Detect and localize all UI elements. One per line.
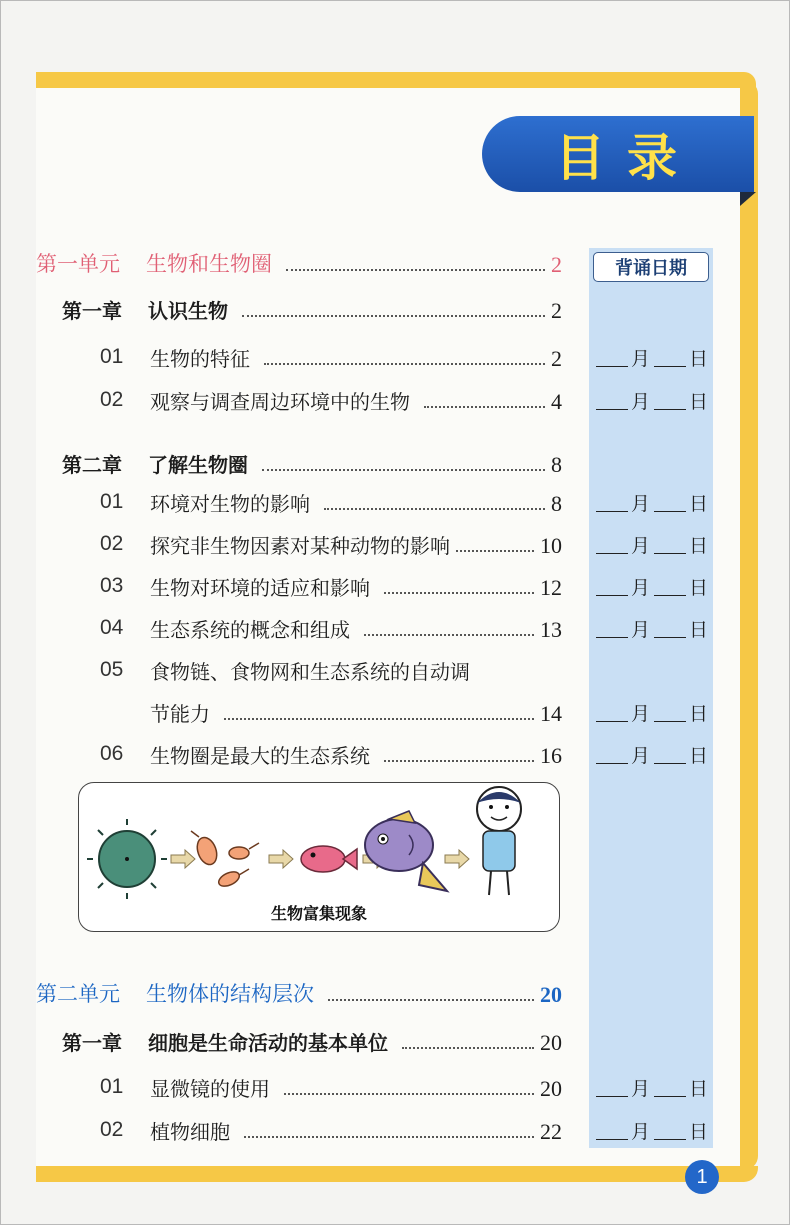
lesson-title: 食物链、食物网和生态系统的自动调 bbox=[150, 660, 470, 684]
leader-dots bbox=[328, 999, 534, 1001]
lesson-number: 02 bbox=[100, 532, 124, 555]
recite-date: 月 日 bbox=[596, 486, 708, 516]
lesson-number: 04 bbox=[100, 616, 124, 639]
recite-date: 月 日 bbox=[596, 612, 708, 642]
toc-lesson[interactable] bbox=[150, 651, 562, 685]
page-ref: 14 bbox=[540, 701, 562, 726]
lesson-number: 02 bbox=[100, 1118, 124, 1141]
toc-chapter-1[interactable] bbox=[62, 290, 562, 324]
lesson-title: 植物细胞 bbox=[150, 1120, 230, 1144]
lesson-title: 观察与调查周边环境中的生物 bbox=[150, 390, 410, 414]
frame-bottom bbox=[36, 1166, 758, 1182]
lesson-number: 03 bbox=[100, 574, 124, 597]
date-column-header: 背诵日期 bbox=[593, 252, 709, 282]
toc-lesson[interactable] bbox=[150, 338, 562, 372]
page-ref: 13 bbox=[540, 617, 562, 642]
title-tab bbox=[482, 116, 754, 192]
illustration-box bbox=[78, 782, 560, 932]
page-ref: 20 bbox=[540, 1030, 562, 1055]
lesson-number: 01 bbox=[100, 1075, 124, 1098]
plankton-icon bbox=[87, 819, 167, 899]
leader-dots bbox=[424, 406, 545, 408]
chapter-label: 第一章 bbox=[62, 1031, 122, 1055]
leader-dots bbox=[224, 718, 534, 720]
big-fish-icon bbox=[365, 811, 447, 891]
toc-unit-1[interactable] bbox=[36, 244, 562, 278]
recite-date: 月 日 bbox=[596, 528, 708, 558]
toc-lesson[interactable] bbox=[150, 735, 562, 769]
page-ref: 20 bbox=[540, 982, 562, 1007]
food-chain-illustration bbox=[79, 783, 559, 901]
leader-dots bbox=[244, 1136, 534, 1138]
leader-dots bbox=[384, 592, 534, 594]
leader-dots bbox=[242, 315, 545, 317]
unit-name: 生物体的结构层次 bbox=[146, 982, 314, 1006]
leader-dots bbox=[264, 363, 545, 365]
page-ref: 4 bbox=[551, 389, 562, 414]
leader-dots bbox=[284, 1093, 534, 1095]
page-ref: 8 bbox=[551, 452, 562, 477]
leader-dots bbox=[364, 634, 534, 636]
leader-dots bbox=[456, 550, 534, 552]
page-ref: 2 bbox=[551, 252, 562, 277]
page-ref: 8 bbox=[551, 491, 562, 516]
toc-chapter-3[interactable] bbox=[62, 1022, 562, 1056]
lesson-number: 01 bbox=[100, 490, 124, 513]
recite-date: 月 日 bbox=[596, 738, 708, 768]
zooplankton-icon bbox=[191, 831, 259, 889]
toc-lesson[interactable] bbox=[150, 609, 562, 643]
leader-dots bbox=[384, 760, 534, 762]
page-ref: 2 bbox=[551, 346, 562, 371]
lesson-title: 探究非生物因素对某种动物的影响 bbox=[150, 534, 450, 558]
toc-lesson[interactable] bbox=[150, 1111, 562, 1145]
lesson-title: 环境对生物的影响 bbox=[150, 492, 310, 516]
unit-label: 第一单元 bbox=[36, 252, 120, 276]
frame-right bbox=[740, 80, 758, 1170]
lesson-title: 生物的特征 bbox=[150, 347, 250, 371]
toc-lesson[interactable] bbox=[150, 381, 562, 415]
recite-date: 月 日 bbox=[596, 384, 708, 414]
toc-lesson[interactable] bbox=[150, 1068, 562, 1102]
recite-date: 月 日 bbox=[596, 696, 708, 726]
toc-lesson[interactable] bbox=[150, 525, 562, 559]
toc-lesson[interactable] bbox=[150, 483, 562, 517]
lesson-number: 02 bbox=[100, 388, 124, 411]
toc-chapter-2[interactable] bbox=[62, 444, 562, 478]
lesson-number: 01 bbox=[100, 345, 124, 368]
page-ref: 20 bbox=[540, 1076, 562, 1101]
recite-date: 月 日 bbox=[596, 1114, 708, 1144]
leader-dots bbox=[324, 508, 545, 510]
small-fish-icon bbox=[301, 846, 357, 872]
lesson-title: 生态系统的概念和组成 bbox=[150, 618, 350, 642]
page-ref: 2 bbox=[551, 298, 562, 323]
chapter-name: 认识生物 bbox=[148, 299, 228, 323]
page-ref: 10 bbox=[540, 533, 562, 558]
leader-dots bbox=[262, 469, 545, 471]
leader-dots bbox=[402, 1047, 534, 1049]
lesson-number: 06 bbox=[100, 742, 124, 765]
page-number: 1 bbox=[685, 1160, 719, 1194]
page-ref: 22 bbox=[540, 1119, 562, 1144]
page-ref: 16 bbox=[540, 743, 562, 768]
chapter-name: 细胞是生命活动的基本单位 bbox=[148, 1031, 388, 1055]
recite-date: 月 日 bbox=[596, 570, 708, 600]
recite-date: 月 日 bbox=[596, 1071, 708, 1101]
unit-name: 生物和生物圈 bbox=[146, 252, 272, 276]
chapter-name: 了解生物圈 bbox=[148, 453, 248, 477]
illustration-caption: 生物富集现象 bbox=[270, 904, 367, 923]
lesson-title: 显微镜的使用 bbox=[150, 1077, 270, 1101]
page-title: 目录 bbox=[555, 129, 699, 187]
title-tab-fold bbox=[740, 192, 756, 206]
lesson-title: 生物圈是最大的生态系统 bbox=[150, 744, 370, 768]
unit-label: 第二单元 bbox=[36, 982, 120, 1006]
page-ref: 12 bbox=[540, 575, 562, 600]
lesson-title: 生物对环境的适应和影响 bbox=[150, 576, 370, 600]
leader-dots bbox=[286, 269, 545, 271]
toc-unit-2[interactable] bbox=[36, 974, 562, 1008]
recite-date: 月 日 bbox=[596, 341, 708, 371]
person-icon bbox=[477, 787, 521, 895]
lesson-title-continued: 节能力 bbox=[150, 702, 210, 726]
toc-lesson[interactable] bbox=[150, 567, 562, 601]
chapter-label: 第二章 bbox=[62, 453, 122, 477]
chapter-label: 第一章 bbox=[62, 299, 122, 323]
lesson-number: 05 bbox=[100, 658, 124, 681]
toc-lesson-continued[interactable] bbox=[150, 693, 562, 727]
